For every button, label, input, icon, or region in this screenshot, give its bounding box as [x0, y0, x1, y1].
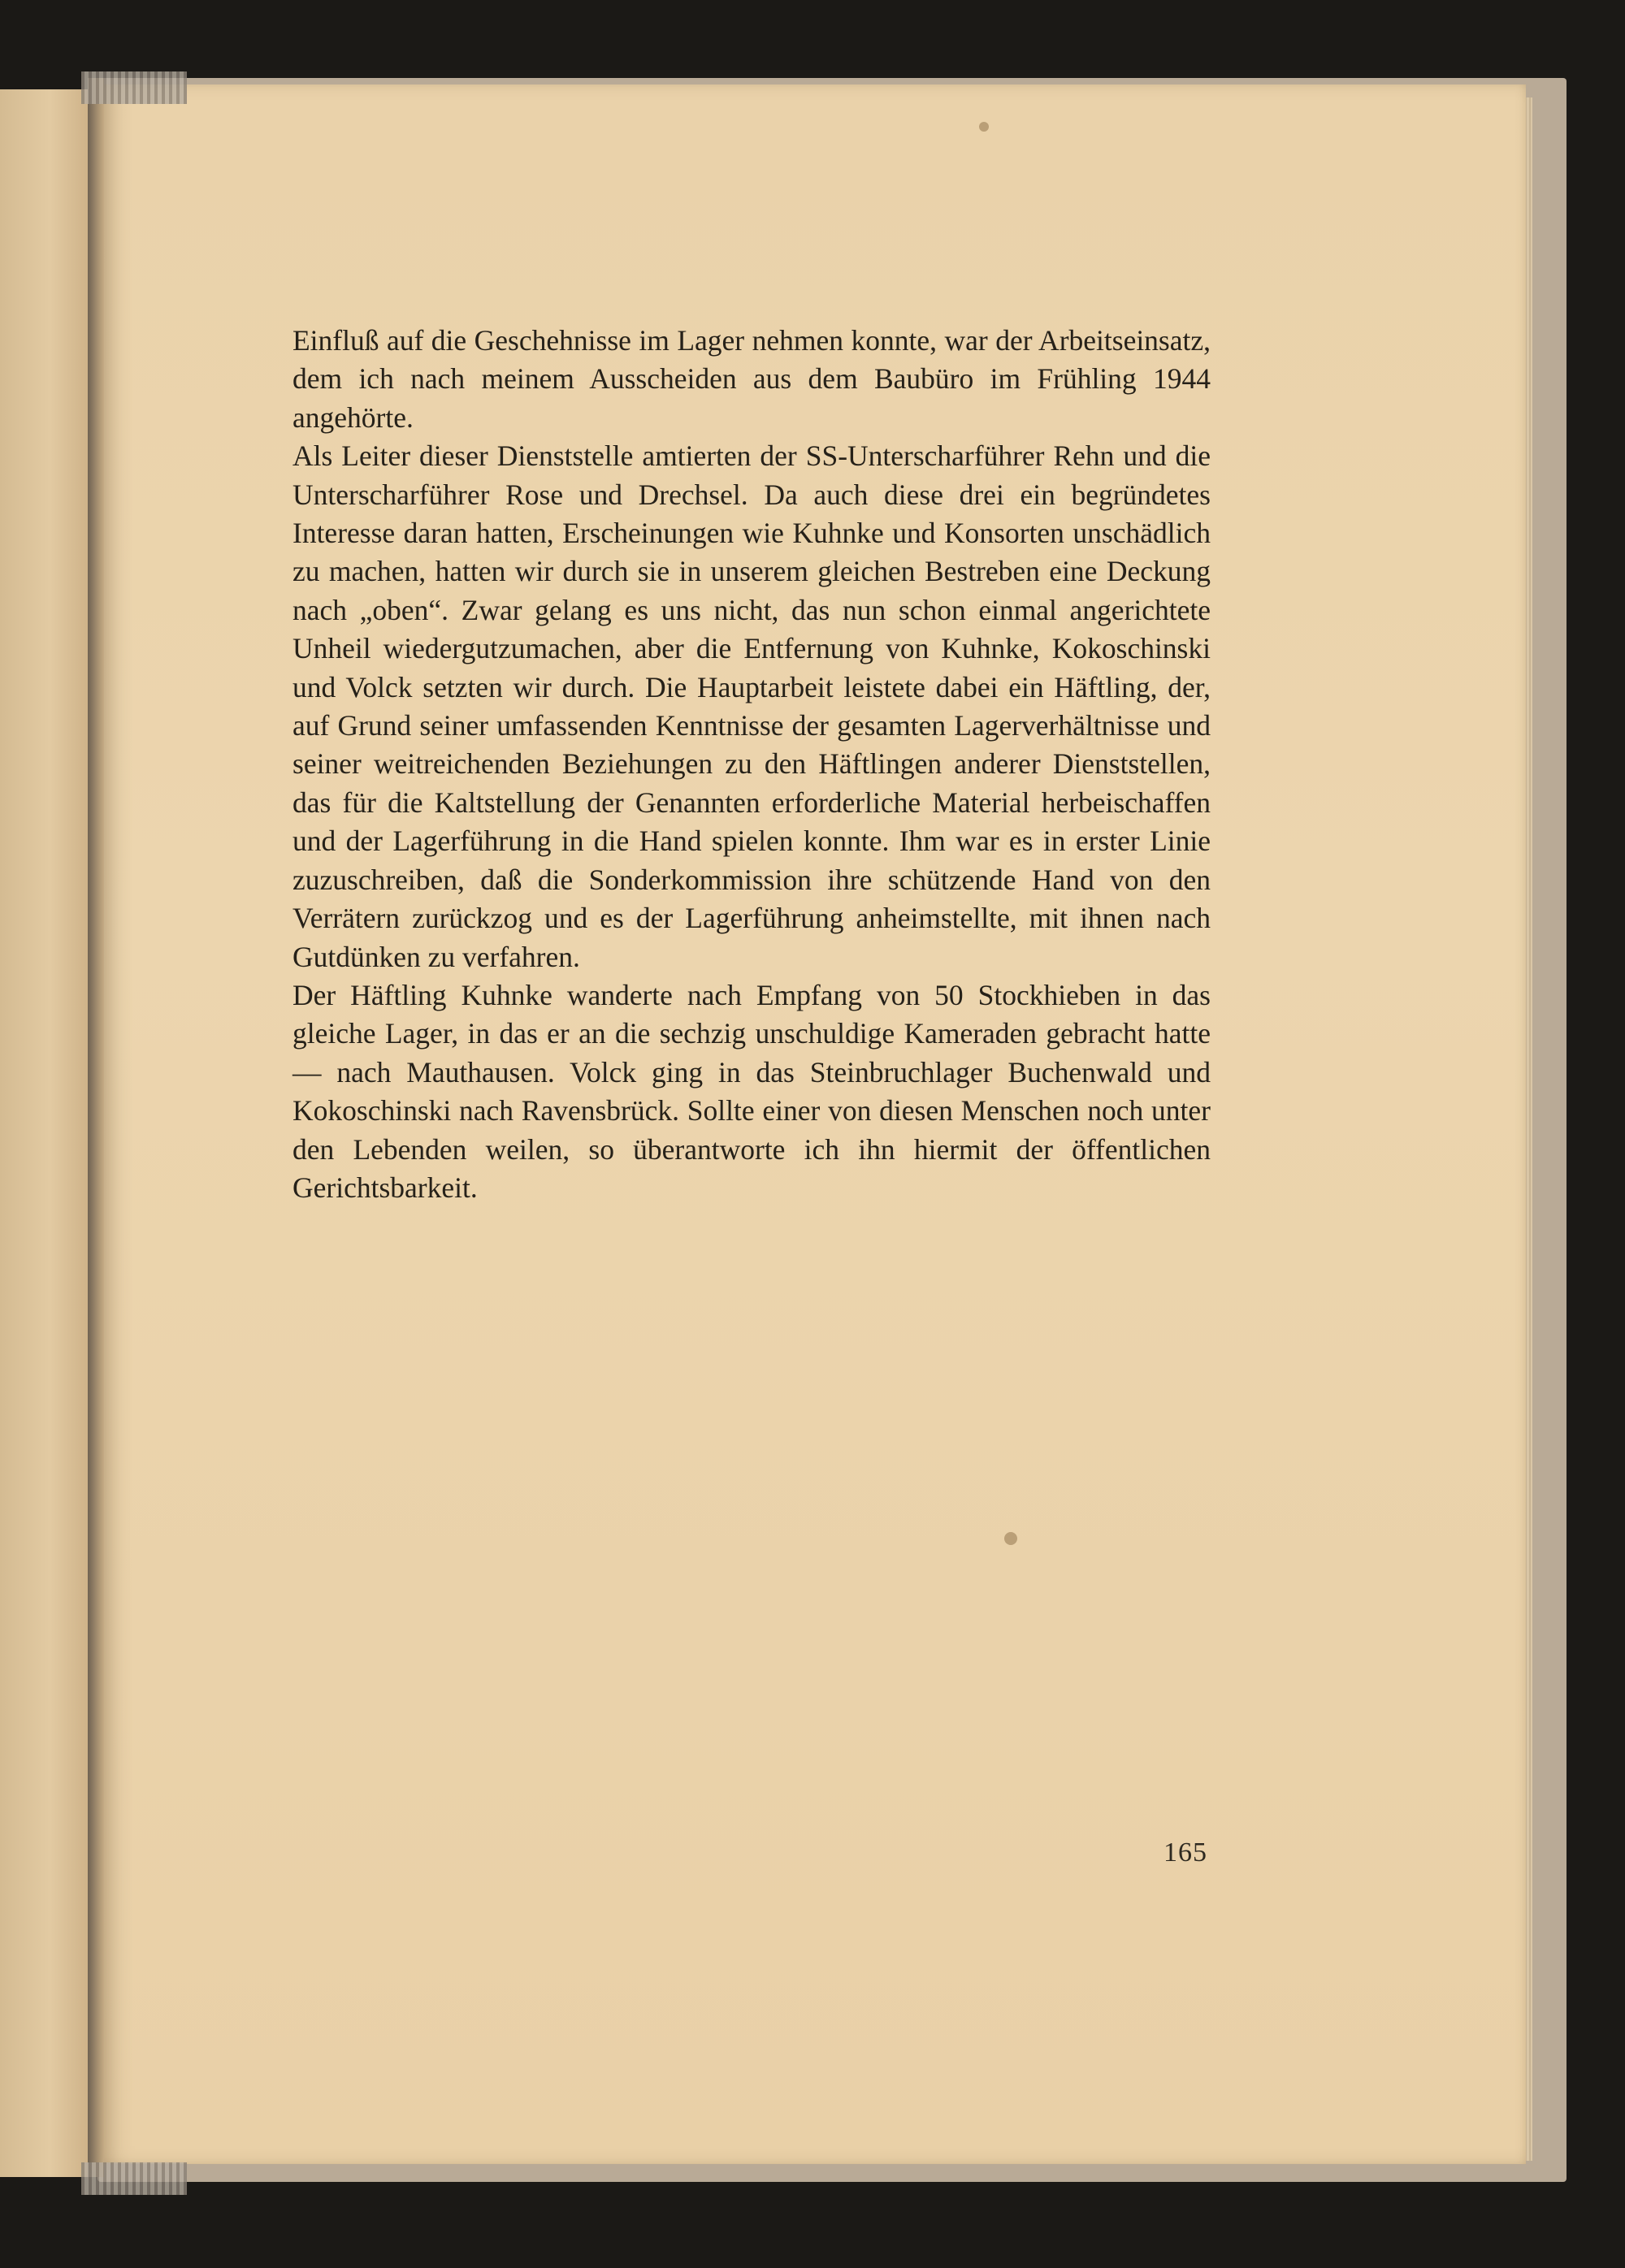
body-text — [292, 322, 1211, 1207]
paragraph: Einfluß auf die Geschehnisse im Lager nehmen konnte, war der Arbeitseinsatz, dem ich nach meinem Ausscheiden aus dem Baubüro im Frühling 1944 angehörte. — [292, 324, 1211, 434]
paragraph: Als Leiter dieser Dienststelle amtierten der SS-Unterscharführer Rehn und die Unterscharführer Rose und Drechsel. Da auch diese drei ein begründetes Interesse daran hatten, Erscheinungen wie Kuhnke und Konsorten unschädlich zu machen, hatten wir durch sie in unserem gleichen Bestreben eine Deckung nach „oben“. Zwar gelang es uns nicht, das nun schon einmal angerichtete Unheil wiedergutzumachen, aber die Entfernung von Kuhnke, Kokoschinski und Volck setzten wir durch. Die Hauptarbeit leistete dabei ein Häftling, der, auf Grund seiner umfassenden Kenntnisse der gesamten Lagerverhältnisse und seiner weitreichenden Beziehungen zu den Häftlingen anderer Dienststellen, das für die Kaltstellung der Genannten erforderliche Material herbeischaffen und der Lagerführung in die Hand spielen konnte. Ihm war es in erster Linie zuzuschreiben, daß die Sonderkommission ihre schützende Hand von den Verrätern zurückzog und es der Lagerführung anheimstellte, mit ihnen nach Gutdünken zu verfahren. — [292, 439, 1211, 973]
spine-binding-top — [81, 71, 187, 104]
paper-speck — [1004, 1532, 1017, 1545]
spine-binding-bottom — [81, 2162, 187, 2195]
paper-speck — [979, 122, 989, 132]
page-number: 165 — [1164, 1837, 1207, 1868]
facing-page-edge — [0, 89, 91, 2177]
paragraph: Der Häftling Kuhnke wanderte nach Empfang von 50 Stockhieben in das gleiche Lager, in das er an die sechzig unschuldige Kameraden gebracht hatte — nach Mauthausen. Volck ging in das Steinbruchlager Buchenwald und Kokoschinski nach Ravensbrück. Sollte einer von diesen Menschen noch unter den Lebenden weilen, so überantworte ich ihn hiermit der öffentlichen Gerichtsbarkeit. — [292, 978, 1211, 1204]
book-gutter — [88, 78, 104, 2177]
